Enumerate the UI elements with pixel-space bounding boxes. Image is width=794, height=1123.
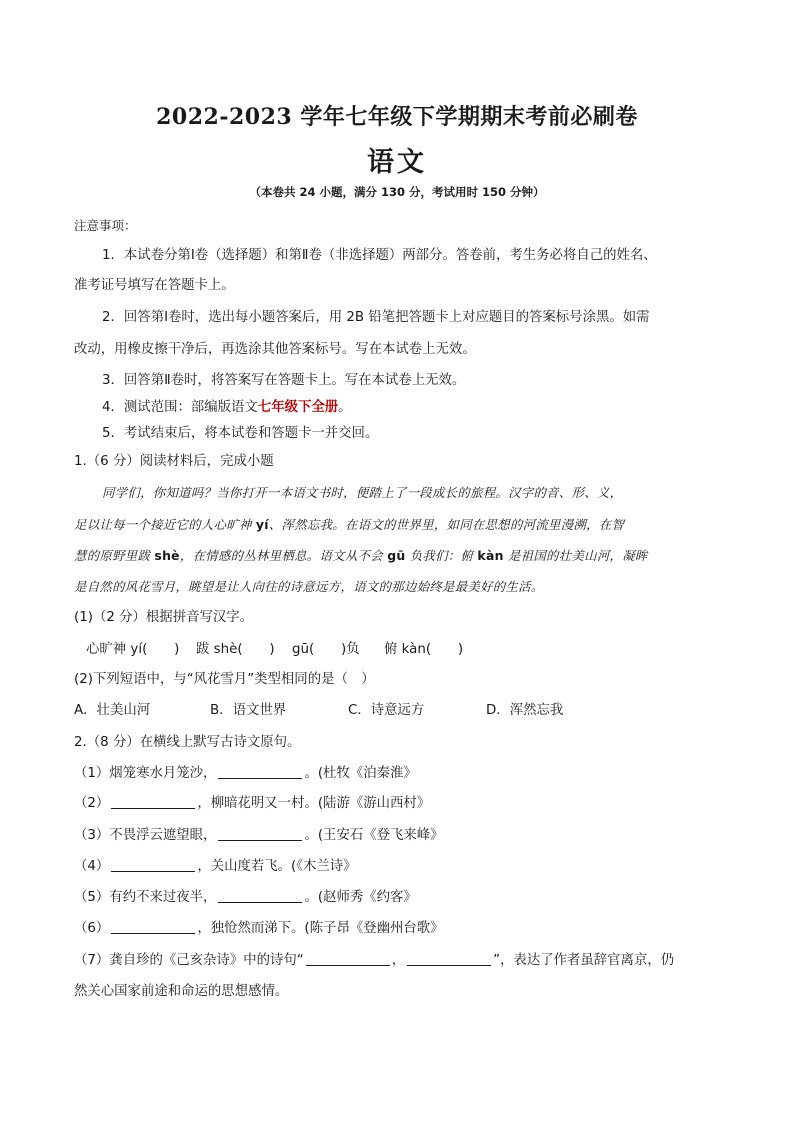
- poem-item-1: [74, 764, 417, 784]
- answer-blank[interactable]: [218, 888, 302, 903]
- passage-text: 是祖国的壮美山河，凝眸: [503, 548, 648, 563]
- passage-text: 负我们：俯: [405, 548, 478, 563]
- poem-text: ，: [391, 953, 406, 968]
- answer-blank[interactable]: [111, 794, 195, 809]
- poem-item-6: [74, 919, 444, 939]
- passage-text: 、浑然忘我。在语文的世界里，如同在思想的河流里漫溯，在智: [268, 517, 625, 532]
- pinyin-gu: gū: [387, 548, 406, 563]
- pinyin-kan: kàn: [477, 548, 504, 563]
- passage-line-1: 同学们，你知道吗？当你打开一本语文书时，便踏上了一段成长的旅程。汉字的音、形、义，: [102, 485, 623, 500]
- poem-text: （7）龚自珍的《己亥杂诗》中的诗句“: [74, 953, 304, 968]
- notice-item-2-line-2: 改动，用橡皮擦干净后，再选涂其他答案标号。写在本试卷上无效。: [74, 342, 476, 357]
- test-scope-highlight: 七年级下全册: [257, 400, 339, 415]
- answer-blank[interactable]: [218, 826, 302, 841]
- pinyin-blank-4: 俯 kàn( ): [384, 642, 464, 657]
- passage-line-4: 是自然的风花雪月，眺望是让人向往的诗意远方，语文的那边始终是最美好的生活。: [74, 579, 544, 594]
- question-2-heading: 2.（8 分）在横线上默写古诗文原句。: [74, 735, 301, 750]
- passage-text: 慧的原野里跋: [74, 548, 155, 563]
- question-1-sub-2: (2)下列短语中，与“风花雪月”类型相同的是（ ）: [74, 672, 375, 687]
- poem-item-2: [74, 794, 430, 814]
- poem-item-7-line-2: 然关心国家前途和命运的思想感情。: [74, 984, 289, 999]
- passage-text: ，在情感的丛林里栖息。语文从不会: [179, 548, 388, 563]
- poem-text: （6）: [74, 921, 110, 936]
- option-d: D．浑然忘我: [486, 703, 564, 718]
- notice-item-1-line-2: 准考证号填写在答题卡上。: [74, 278, 235, 293]
- passage-text: 足以让每一个接近它的人心旷神: [74, 517, 256, 532]
- poem-text: （1）烟笼寒水月笼沙，: [74, 766, 217, 781]
- poem-source: ，独怆然而涕下。(陈子昂《登幽州台歌》: [197, 921, 444, 936]
- option-c: C．诗意远方: [348, 703, 425, 718]
- notice-item-4-prefix: 4．测试范围：部编版语文: [102, 400, 258, 415]
- notice-label: 注意事项：: [74, 218, 137, 233]
- poem-source: 。(杜牧《泊秦淮》: [304, 766, 417, 781]
- notice-item-4: [102, 398, 352, 418]
- poem-text: ”，表达了作者虽辞官离京，仍: [493, 953, 675, 968]
- notice-item-4-suffix: 。: [338, 400, 352, 415]
- poem-item-3: [74, 826, 444, 846]
- pinyin-yi: yí: [255, 517, 269, 532]
- exam-subtitle: （本卷共 24 小题，满分 130 分，考试用时 150 分钟）: [249, 185, 545, 199]
- answer-blank[interactable]: [111, 919, 195, 934]
- poem-text: （3）不畏浮云遮望眼，: [74, 828, 217, 843]
- poem-source: 。(赵师秀《约客》: [304, 890, 417, 905]
- notice-item-1-line-1: 1．本试卷分第Ⅰ卷（选择题）和第Ⅱ卷（非选择题）两部分。答卷前，考生务必将自己的姓名、: [102, 248, 657, 263]
- pinyin-blank-1: 心旷神 yí( ): [86, 642, 180, 657]
- passage-line-2: [74, 515, 624, 535]
- answer-blank[interactable]: [218, 764, 302, 779]
- pinyin-blank-3: gū( )负: [292, 642, 360, 657]
- poem-source: ，柳暗花明又一村。(陆游《游山西村》: [197, 796, 431, 811]
- poem-source: ，关山度若飞。(《木兰诗》: [197, 859, 357, 874]
- poem-source: 。(王安石《登飞来峰》: [304, 828, 444, 843]
- poem-item-7: [74, 951, 674, 971]
- answer-blank[interactable]: [306, 951, 390, 966]
- notice-item-2-line-1: 2．回答第Ⅰ卷时，选出每小题答案后，用 2B 铅笔把答题卡上对应题目的答案标号涂黑。如需: [102, 310, 650, 325]
- question-1-sub-1: (1)（2 分）根据拼音写汉字。: [74, 610, 254, 625]
- notice-item-3: 3．回答第Ⅱ卷时，将答案写在答题卡上。写在本试卷上无效。: [102, 373, 466, 388]
- notice-item-5: 5．考试结束后，将本试卷和答题卡一并交回。: [102, 426, 379, 441]
- exam-title: 2022-2023 学年七年级下学期期末考前必刷卷: [156, 104, 638, 130]
- pinyin-she: shè: [154, 548, 180, 563]
- option-b: B．语文世界: [210, 703, 287, 718]
- option-a: A．壮美山河: [74, 703, 151, 718]
- answer-blank[interactable]: [111, 857, 195, 872]
- poem-text: （5）有约不来过夜半，: [74, 890, 217, 905]
- poem-text: （4）: [74, 859, 110, 874]
- poem-item-4: [74, 857, 357, 877]
- poem-item-5: [74, 888, 417, 908]
- pinyin-blank-2: 跋 shè( ): [196, 642, 275, 657]
- subject-title: 语文: [367, 147, 427, 178]
- poem-text: （2）: [74, 796, 110, 811]
- passage-line-3: [74, 546, 648, 566]
- question-1-heading: 1.（6 分）阅读材料后，完成小题: [74, 454, 274, 469]
- answer-blank[interactable]: [407, 951, 491, 966]
